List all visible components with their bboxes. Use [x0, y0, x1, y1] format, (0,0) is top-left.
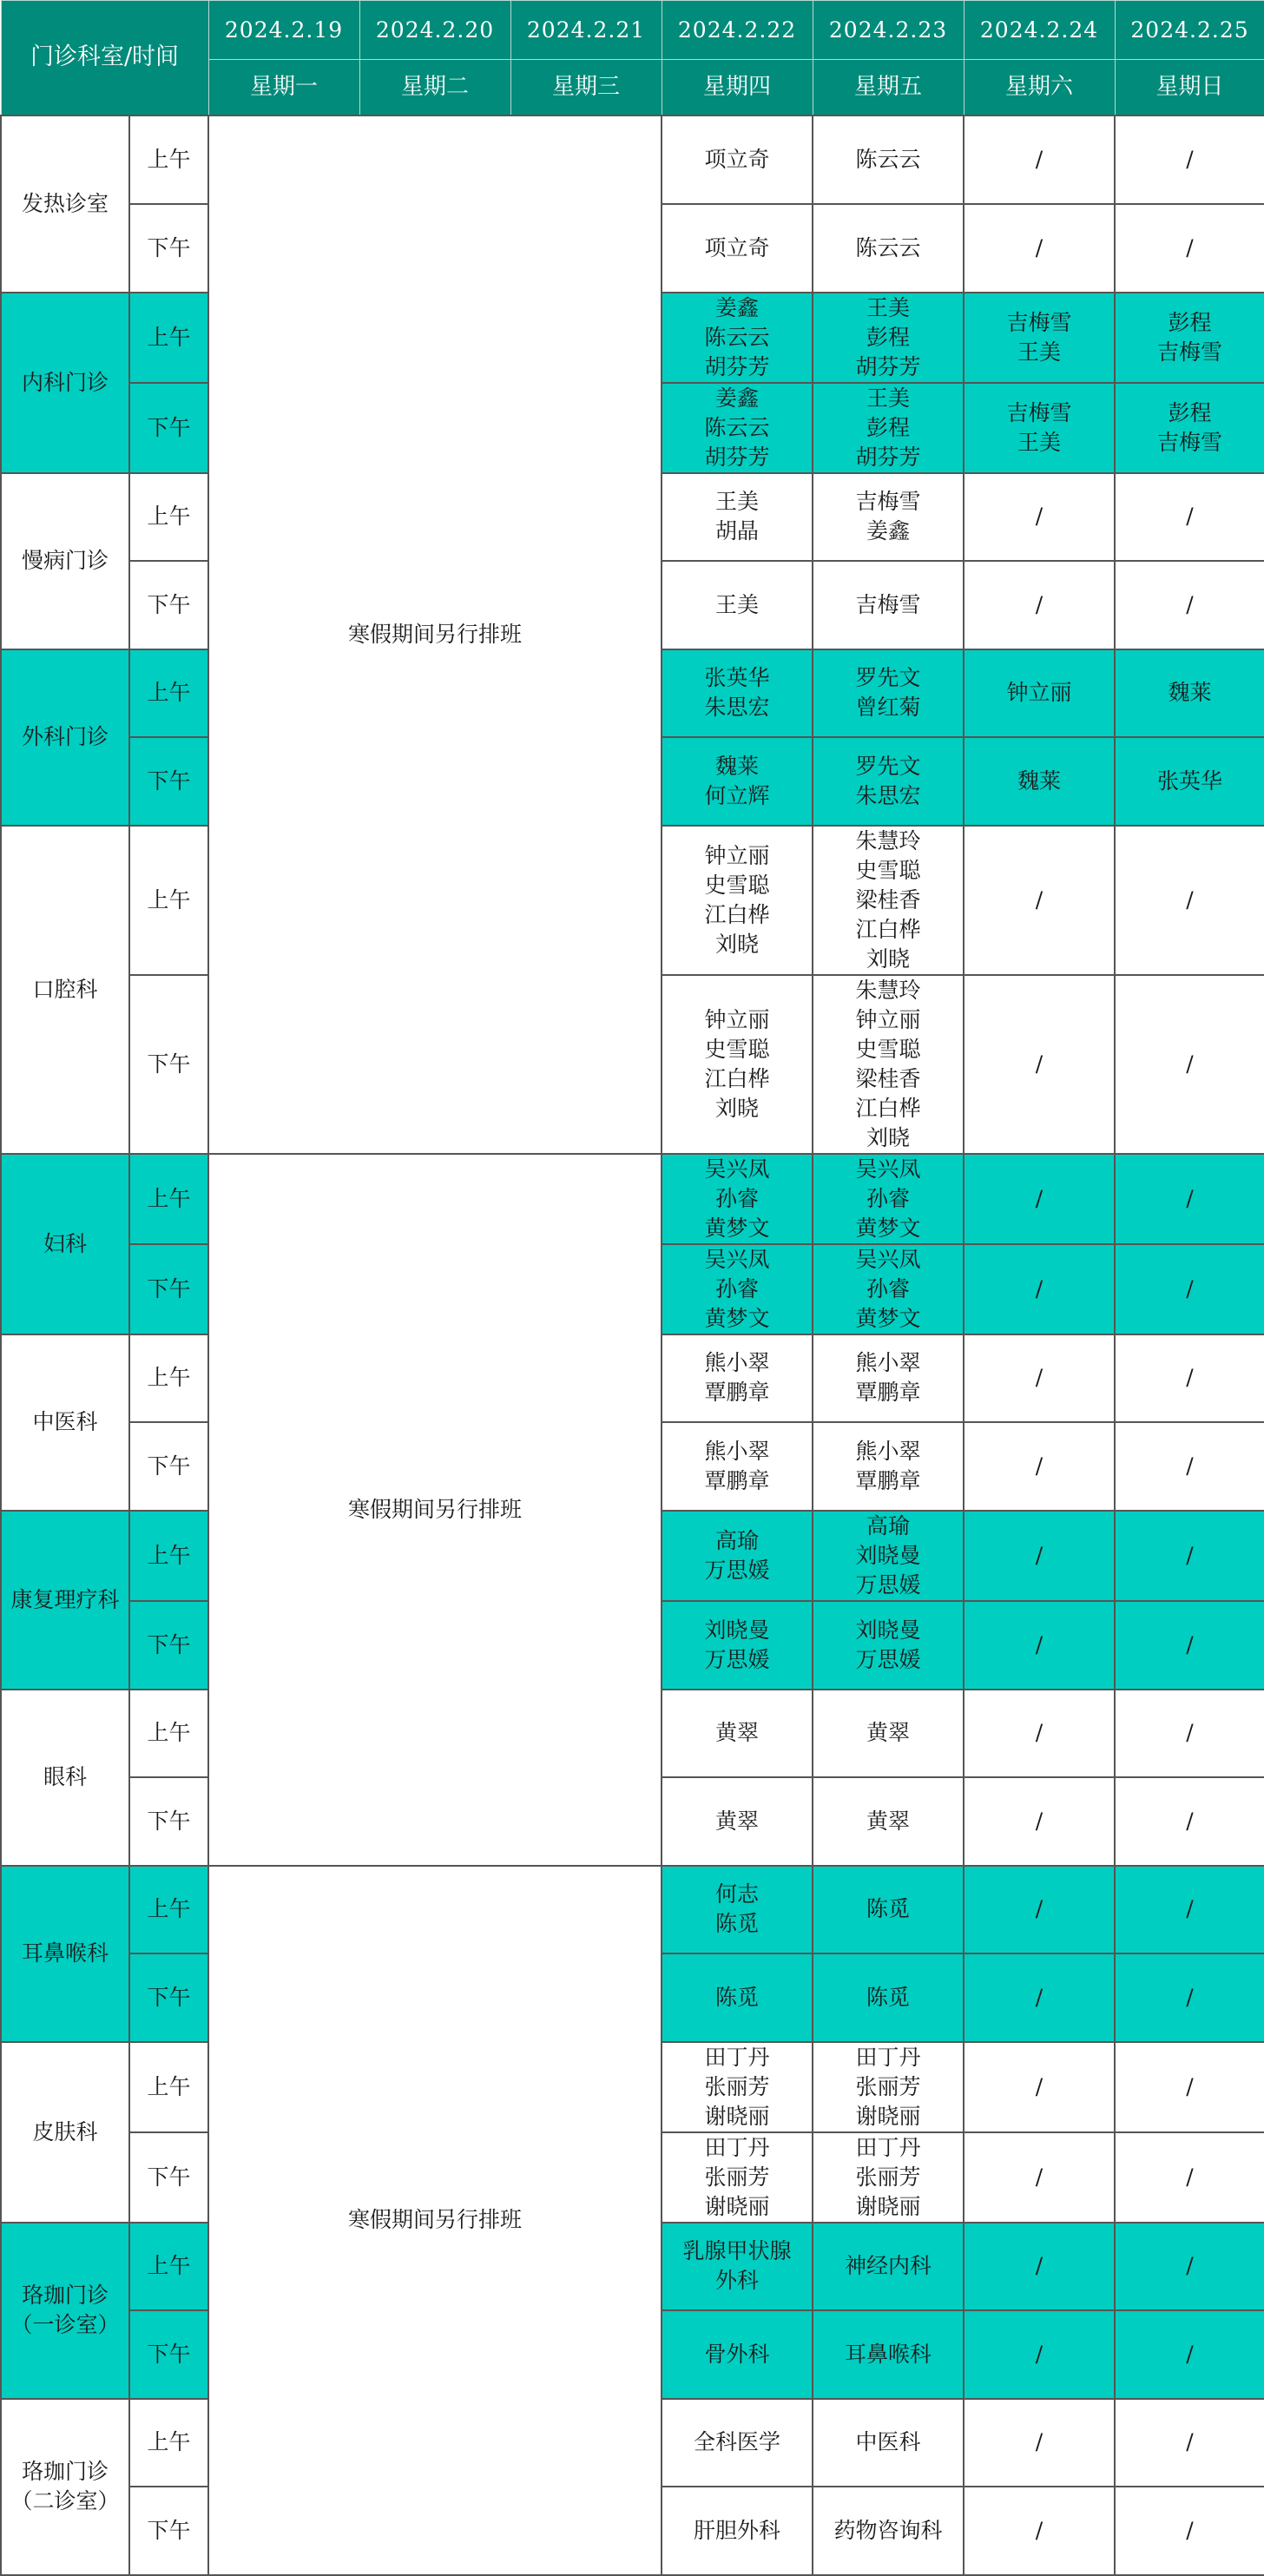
- date-header-thu: 2024.2.22: [662, 1, 813, 60]
- period-label: 上午: [129, 1690, 208, 1777]
- period-label: 上午: [129, 1334, 208, 1422]
- doctor-cell: 黄翠: [662, 1690, 813, 1777]
- doctor-cell: 田丁丹 张丽芳 谢晓丽: [813, 2132, 964, 2223]
- no-schedule-cell: /: [1115, 2399, 1264, 2487]
- no-schedule-cell: /: [1115, 1601, 1264, 1690]
- doctor-cell: 吴兴凤 孙睿 黄梦文: [662, 1244, 813, 1334]
- doctor-cell: 吴兴凤 孙睿 黄梦文: [662, 1154, 813, 1244]
- holiday-note: 寒假期间另行排班: [208, 1866, 662, 2575]
- no-schedule-cell: /: [1115, 204, 1264, 293]
- no-schedule-cell: /: [964, 1511, 1115, 1601]
- doctor-cell: 神经内科: [813, 2223, 964, 2310]
- no-schedule-cell: /: [964, 1422, 1115, 1511]
- no-schedule-cell: /: [1115, 1690, 1264, 1777]
- no-schedule-cell: /: [1115, 826, 1264, 975]
- department-name: 耳鼻喉科: [1, 1866, 129, 2042]
- doctor-cell: 吉梅雪 姜鑫: [813, 473, 964, 561]
- doctor-cell: 姜鑫 陈云云 胡芬芳: [662, 383, 813, 473]
- doctor-cell: 黄翠: [813, 1690, 964, 1777]
- doctor-cell: 彭程 吉梅雪: [1115, 383, 1264, 473]
- period-label: 上午: [129, 473, 208, 561]
- table-header: [1, 1, 1264, 115]
- doctor-cell: 王美 彭程 胡芬芳: [813, 383, 964, 473]
- doctor-cell: 骨外科: [662, 2310, 813, 2399]
- doctor-cell: 罗先文 朱思宏: [813, 737, 964, 826]
- date-header-sat: 2024.2.24: [964, 1, 1115, 60]
- corner-header: 门诊科室/时间: [1, 1, 208, 115]
- doctor-cell: 耳鼻喉科: [813, 2310, 964, 2399]
- doctor-cell: 项立奇: [662, 204, 813, 293]
- doctor-cell: 王美 胡晶: [662, 473, 813, 561]
- no-schedule-cell: /: [964, 2310, 1115, 2399]
- date-header-mon: 2024.2.19: [208, 1, 359, 60]
- doctor-cell: 彭程 吉梅雪: [1115, 293, 1264, 383]
- department-name: 外科门诊: [1, 649, 129, 826]
- no-schedule-cell: /: [964, 2487, 1115, 2575]
- no-schedule-cell: /: [964, 2399, 1115, 2487]
- no-schedule-cell: /: [1115, 473, 1264, 561]
- department-name: 眼科: [1, 1690, 129, 1866]
- period-label: 下午: [129, 2132, 208, 2223]
- doctor-cell: 罗先文 曾红菊: [813, 649, 964, 737]
- no-schedule-cell: /: [964, 1154, 1115, 1244]
- no-schedule-cell: /: [964, 975, 1115, 1154]
- no-schedule-cell: /: [1115, 1511, 1264, 1601]
- doctor-cell: 何志 陈觅: [662, 1866, 813, 1953]
- doctor-cell: 田丁丹 张丽芳 谢晓丽: [662, 2132, 813, 2223]
- doctor-cell: 王美 彭程 胡芬芳: [813, 293, 964, 383]
- department-name: 珞珈门诊 （二诊室）: [1, 2399, 129, 2575]
- doctor-cell: 熊小翠 覃鹏章: [662, 1334, 813, 1422]
- no-schedule-cell: /: [964, 473, 1115, 561]
- doctor-cell: 王美: [662, 561, 813, 649]
- doctor-cell: 高瑜 万思媛: [662, 1511, 813, 1601]
- period-label: 上午: [129, 1511, 208, 1601]
- doctor-cell: 黄翠: [662, 1777, 813, 1866]
- department-name: 皮肤科: [1, 2042, 129, 2223]
- table-row: [1, 115, 1264, 204]
- period-label: 下午: [129, 204, 208, 293]
- department-name: 慢病门诊: [1, 473, 129, 649]
- no-schedule-cell: /: [1115, 1334, 1264, 1422]
- doctor-cell: 田丁丹 张丽芳 谢晓丽: [662, 2042, 813, 2132]
- doctor-cell: 刘晓曼 万思媛: [662, 1601, 813, 1690]
- doctor-cell: 姜鑫 陈云云 胡芬芳: [662, 293, 813, 383]
- doctor-cell: 中医科: [813, 2399, 964, 2487]
- doctor-cell: 黄翠: [813, 1777, 964, 1866]
- department-name: 珞珈门诊 （一诊室）: [1, 2223, 129, 2399]
- doctor-cell: 钟立丽 史雪聪 江白桦 刘晓: [662, 975, 813, 1154]
- no-schedule-cell: /: [1115, 1154, 1264, 1244]
- date-header-tue: 2024.2.20: [359, 1, 510, 60]
- no-schedule-cell: /: [1115, 1777, 1264, 1866]
- department-name: 口腔科: [1, 826, 129, 1154]
- no-schedule-cell: /: [964, 1690, 1115, 1777]
- period-label: 下午: [129, 1244, 208, 1334]
- weekday-header-sun: 星期日: [1115, 60, 1264, 115]
- no-schedule-cell: /: [964, 204, 1115, 293]
- doctor-cell: 熊小翠 覃鹏章: [813, 1334, 964, 1422]
- no-schedule-cell: /: [964, 561, 1115, 649]
- no-schedule-cell: /: [964, 1777, 1115, 1866]
- no-schedule-cell: /: [964, 2132, 1115, 2223]
- table-body: [1, 115, 1264, 2575]
- doctor-cell: 张英华: [1115, 737, 1264, 826]
- period-label: 下午: [129, 383, 208, 473]
- period-label: 上午: [129, 1154, 208, 1244]
- date-header-wed: 2024.2.21: [510, 1, 662, 60]
- no-schedule-cell: /: [964, 115, 1115, 204]
- weekday-header-mon: 星期一: [208, 60, 359, 115]
- doctor-cell: 药物咨询科: [813, 2487, 964, 2575]
- doctor-cell: 吴兴凤 孙睿 黄梦文: [813, 1154, 964, 1244]
- weekday-header-thu: 星期四: [662, 60, 813, 115]
- date-header-sun: 2024.2.25: [1115, 1, 1264, 60]
- department-name: 康复理疗科: [1, 1511, 129, 1690]
- table-row: [1, 1866, 1264, 1953]
- no-schedule-cell: /: [1115, 2223, 1264, 2310]
- department-name: 中医科: [1, 1334, 129, 1511]
- no-schedule-cell: /: [1115, 561, 1264, 649]
- no-schedule-cell: /: [964, 2223, 1115, 2310]
- doctor-cell: 全科医学: [662, 2399, 813, 2487]
- no-schedule-cell: /: [1115, 115, 1264, 204]
- doctor-cell: 肝胆外科: [662, 2487, 813, 2575]
- weekday-header-tue: 星期二: [359, 60, 510, 115]
- doctor-cell: 吴兴凤 孙睿 黄梦文: [813, 1244, 964, 1334]
- period-label: 上午: [129, 826, 208, 975]
- no-schedule-cell: /: [1115, 1244, 1264, 1334]
- doctor-cell: 朱慧玲 钟立丽 史雪聪 梁桂香 江白桦 刘晓: [813, 975, 964, 1154]
- date-header-fri: 2024.2.23: [813, 1, 964, 60]
- no-schedule-cell: /: [1115, 1953, 1264, 2042]
- doctor-cell: 魏莱: [1115, 649, 1264, 737]
- doctor-cell: 陈觅: [813, 1866, 964, 1953]
- weekday-header-fri: 星期五: [813, 60, 964, 115]
- doctor-cell: 张英华 朱思宏: [662, 649, 813, 737]
- doctor-cell: 朱慧玲 史雪聪 梁桂香 江白桦 刘晓: [813, 826, 964, 975]
- period-label: 下午: [129, 1422, 208, 1511]
- no-schedule-cell: /: [1115, 975, 1264, 1154]
- doctor-cell: 田丁丹 张丽芳 谢晓丽: [813, 2042, 964, 2132]
- period-label: 上午: [129, 2223, 208, 2310]
- period-label: 上午: [129, 2399, 208, 2487]
- table-row: [1, 1154, 1264, 1244]
- period-label: 下午: [129, 1953, 208, 2042]
- department-name: 内科门诊: [1, 293, 129, 473]
- period-label: 上午: [129, 2042, 208, 2132]
- doctor-cell: 钟立丽: [964, 649, 1115, 737]
- doctor-cell: 吉梅雪 王美: [964, 383, 1115, 473]
- doctor-cell: 钟立丽 史雪聪 江白桦 刘晓: [662, 826, 813, 975]
- doctor-cell: 陈觅: [662, 1953, 813, 2042]
- period-label: 下午: [129, 2310, 208, 2399]
- period-label: 下午: [129, 737, 208, 826]
- doctor-cell: 陈觅: [813, 1953, 964, 2042]
- doctor-cell: 陈云云: [813, 115, 964, 204]
- holiday-note: 寒假期间另行排班: [208, 1154, 662, 1866]
- period-label: 上午: [129, 115, 208, 204]
- doctor-cell: 魏莱 何立辉: [662, 737, 813, 826]
- no-schedule-cell: /: [1115, 2487, 1264, 2575]
- no-schedule-cell: /: [1115, 1422, 1264, 1511]
- no-schedule-cell: /: [964, 1601, 1115, 1690]
- doctor-cell: 熊小翠 覃鹏章: [662, 1422, 813, 1511]
- period-label: 下午: [129, 2487, 208, 2575]
- no-schedule-cell: /: [1115, 1866, 1264, 1953]
- no-schedule-cell: /: [1115, 2042, 1264, 2132]
- doctor-cell: 项立奇: [662, 115, 813, 204]
- no-schedule-cell: /: [1115, 2132, 1264, 2223]
- doctor-cell: 陈云云: [813, 204, 964, 293]
- period-label: 上午: [129, 1866, 208, 1953]
- header-dates-row: [1, 1, 1264, 60]
- doctor-cell: 刘晓曼 万思媛: [813, 1601, 964, 1690]
- no-schedule-cell: /: [964, 1866, 1115, 1953]
- no-schedule-cell: /: [964, 1244, 1115, 1334]
- weekday-header-wed: 星期三: [510, 60, 662, 115]
- period-label: 下午: [129, 975, 208, 1154]
- doctor-cell: 高瑜 刘晓曼 万思媛: [813, 1511, 964, 1601]
- weekday-header-sat: 星期六: [964, 60, 1115, 115]
- department-name: 妇科: [1, 1154, 129, 1334]
- period-label: 上午: [129, 649, 208, 737]
- doctor-cell: 乳腺甲状腺 外科: [662, 2223, 813, 2310]
- doctor-cell: 熊小翠 覃鹏章: [813, 1422, 964, 1511]
- no-schedule-cell: /: [964, 1953, 1115, 2042]
- no-schedule-cell: /: [964, 826, 1115, 975]
- no-schedule-cell: /: [964, 1334, 1115, 1422]
- doctor-cell: 吉梅雪 王美: [964, 293, 1115, 383]
- period-label: 上午: [129, 293, 208, 383]
- holiday-note: 寒假期间另行排班: [208, 115, 662, 1154]
- no-schedule-cell: /: [964, 2042, 1115, 2132]
- period-label: 下午: [129, 1601, 208, 1690]
- period-label: 下午: [129, 561, 208, 649]
- period-label: 下午: [129, 1777, 208, 1866]
- doctor-cell: 魏莱: [964, 737, 1115, 826]
- no-schedule-cell: /: [1115, 2310, 1264, 2399]
- department-name: 发热诊室: [1, 115, 129, 293]
- doctor-cell: 吉梅雪: [813, 561, 964, 649]
